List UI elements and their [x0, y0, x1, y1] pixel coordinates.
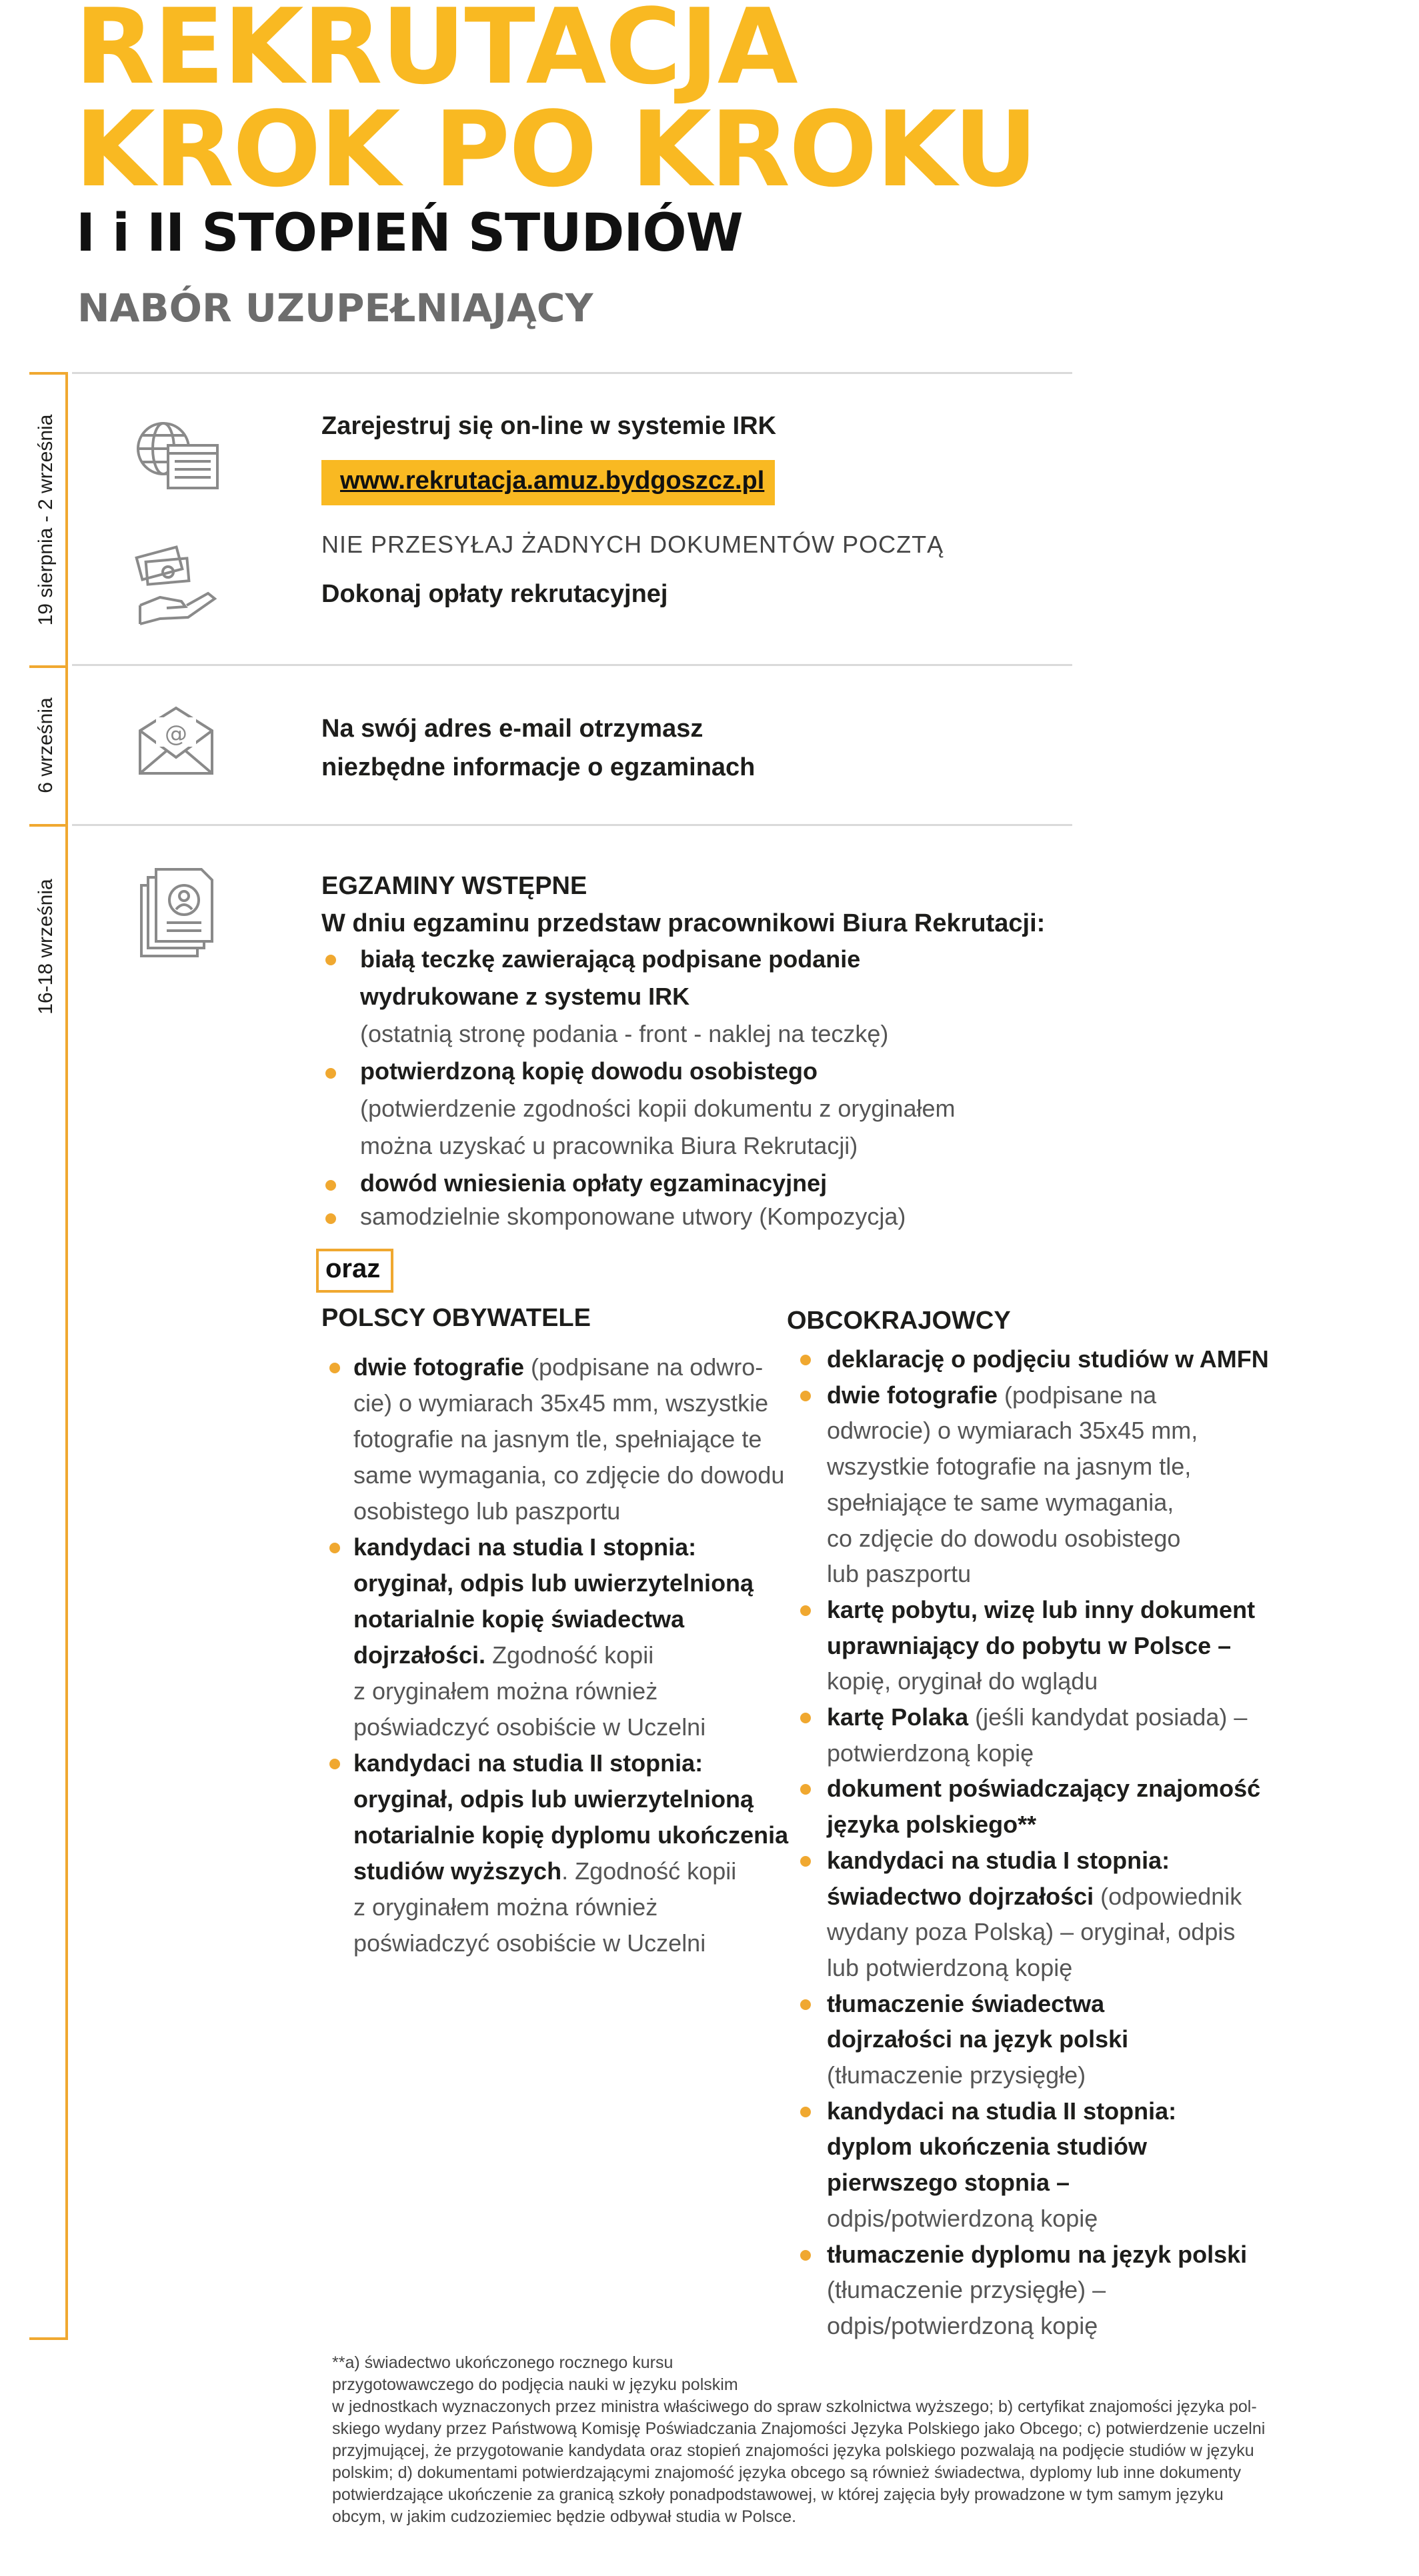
list-line-bold: kandydaci na studia I stopnia: [827, 1846, 1170, 1874]
page-subtitle: I i II STOPIEŃ STUDIÓW [76, 203, 743, 263]
list-line-regular: (tłumaczenie przysięgłe) [827, 2061, 1086, 2089]
bullet [325, 1068, 336, 1079]
exam-item-note: można uzyskać u pracownika Biura Rekrutacji) [360, 1132, 858, 1159]
payment-instruction: Dokonaj opłaty rekrutacyjnej [321, 580, 668, 608]
footnote-line: skiego wydany przez Państwową Komisję Poświadczania Znajomości Języka Polskiego jako Obcego; c) potwierdzenie uczelni [332, 2419, 1266, 2438]
recruitment-type-label: NABÓR UZUPEŁNIAJĄCY [77, 285, 593, 331]
list-line [353, 1565, 754, 1601]
list-line [827, 2165, 1070, 2201]
list-line-bold: tłumaczenie dyplomu na język polski [827, 2240, 1248, 2268]
oraz-label-box [316, 1249, 393, 1293]
bullet [800, 1784, 811, 1795]
list-line-bold: świadectwo dojrzałości [827, 1882, 1094, 1910]
polish-citizens-heading: POLSCY OBYWATELE [321, 1304, 591, 1332]
list-line-regular: wydany poza Polską) – oryginał, odpis [827, 1918, 1236, 1946]
list-line-bold: notarialnie kopię świadectwa [353, 1605, 685, 1633]
list-line [827, 1521, 1180, 1557]
bullet [800, 1713, 811, 1723]
bullet [800, 1856, 811, 1867]
exam-item-text: potwierdzoną kopię dowodu osobistego [360, 1057, 818, 1085]
bullet [325, 955, 336, 965]
list-line [827, 1413, 1198, 1449]
list-line-bold: tłumaczenie świadectwa [827, 1989, 1105, 2017]
footnote [332, 2352, 1379, 2528]
email-info-line1: Na swój adres e-mail otrzymasz [321, 715, 703, 743]
list-line [827, 1950, 1072, 1986]
exam-item-note: (potwierdzenie zgodności kopii dokumentu z oryginałem [360, 1095, 956, 1122]
list-line [827, 1843, 1170, 1879]
list-line-regular: co zdjęcie do dowodu osobistego [827, 1524, 1181, 1552]
date-period-1: 19 sierpnia - 2 września [35, 414, 57, 626]
list-line [827, 1771, 1260, 1807]
oraz-label: oraz [325, 1254, 381, 1283]
footnote-line: przyjmującej, że przygotowanie kandydata oraz stopień znajomości języka polskiego pozwalają na podjęcie studiów w języku [332, 2441, 1254, 2460]
bullet [325, 1213, 336, 1224]
list-line-bold: kandydaci na studia II stopnia: [353, 1749, 703, 1777]
section-divider [72, 824, 1072, 826]
list-line-regular: odpis/potwierdzoną kopię [827, 2204, 1098, 2232]
list-line [827, 1449, 1191, 1485]
list-line [827, 1735, 1034, 1771]
list-line [353, 1493, 620, 1529]
list-line-bold: kartę Polaka [827, 1703, 969, 1731]
list-line [827, 1556, 971, 1592]
bullet [800, 1605, 811, 1616]
list-line [353, 1601, 684, 1637]
list-line-bold: kandydaci na studia II stopnia: [827, 2097, 1177, 2125]
exam-item-text: wydrukowane z systemu IRK [360, 983, 690, 1010]
list-line-regular: (jeśli kandydat posiada) – [968, 1703, 1248, 1731]
list-line-regular: odwrocie) o wymiarach 35x45 mm, [827, 1417, 1198, 1445]
list-line-bold: uprawniający do pobytu w Polsce – [827, 1631, 1232, 1659]
list-line-bold: kandydaci na studia I stopnia: [353, 1533, 697, 1561]
documents-id-icon [137, 867, 217, 960]
list-line-regular: poświadczyć osobiście w Uczelni [353, 1713, 706, 1741]
list-line-bold: dwie fotografie [353, 1353, 525, 1381]
list-line [827, 1879, 1242, 1915]
list-line-regular: (odpowiednik [1094, 1882, 1242, 1910]
register-instruction: Zarejestruj się on-line w systemie IRK [321, 412, 777, 440]
list-line [827, 1341, 1269, 1377]
footnote-line: obcym, w jakim cudzoziemiec będzie odbywał studia w Polsce. [332, 2507, 797, 2526]
list-line-bold: studiów wyższych [353, 1857, 562, 1885]
foreigners-heading: OBCOKRAJOWCY [787, 1307, 1011, 1335]
list-line-regular: lub potwierdzoną kopię [827, 1953, 1073, 1981]
list-line [827, 2237, 1247, 2273]
exams-heading: EGZAMINY WSTĘPNE [321, 872, 587, 900]
footnote-line: **a) świadectwo ukończonego rocznego kursu [332, 2353, 673, 2372]
list-line [353, 1673, 657, 1709]
svg-text:@: @ [165, 721, 187, 747]
bullet [800, 1355, 811, 1365]
list-line-regular: lub paszportu [827, 1560, 972, 1588]
list-line [827, 1377, 1156, 1413]
list-line-regular: kopię, oryginał do wglądu [827, 1667, 1098, 1695]
exam-item-note: samodzielnie skomponowane utwory (Kompozycja) [360, 1203, 906, 1230]
list-line [827, 1592, 1255, 1628]
email-envelope-icon [136, 704, 216, 777]
list-line-regular: osobistego lub paszportu [353, 1497, 621, 1525]
list-line [827, 2308, 1098, 2344]
list-line-bold: oryginał, odpis lub uwierzytelnioną [353, 1569, 754, 1597]
footnote-line: polskim; d) dokumentami potwierdzającymi znajomość języka obcego są również świadectwa, dyplomy lub inne dokumenty [332, 2463, 1242, 2482]
exam-item-note: (ostatnią stronę podania - front - naklej na teczkę) [360, 1020, 889, 1047]
list-line-regular: cie) o wymiarach 35x45 mm, wszystkie [353, 1389, 769, 1417]
date-period-2: 6 września [35, 697, 57, 793]
exam-item-text: dowód wniesienia opłaty egzaminacyjnej [360, 1169, 828, 1197]
list-line [353, 1349, 763, 1385]
bullet [329, 1363, 340, 1373]
list-line [353, 1421, 762, 1457]
list-line [353, 1637, 653, 1673]
list-line-regular: (podpisane na odwro- [524, 1353, 764, 1381]
list-line [353, 1889, 657, 1925]
list-line-regular: potwierdzoną kopię [827, 1739, 1034, 1767]
footnote-line: potwierdzające ukończenie za granicą szkoły ponadpodstawowej, w której zajęcia były prowadzone w tym samym języku [332, 2485, 1224, 2504]
list-line [827, 1485, 1174, 1521]
email-info-line2: niezbędne informacje o egzaminach [321, 753, 756, 781]
bullet [800, 2250, 811, 2261]
list-line [827, 1807, 1036, 1843]
list-line-regular: (podpisane na [998, 1381, 1157, 1409]
bullet [329, 1759, 340, 1769]
footnote-line: w jednostkach wyznaczonych przez ministra właściwego do spraw szkolnictwa wyższego; b) certyfikat znajomości języka pol- [332, 2397, 1257, 2416]
list-line [827, 1699, 1247, 1735]
list-line-bold: kartę pobytu, wizę lub inny dokument [827, 1595, 1256, 1623]
payment-hand-icon [133, 545, 220, 632]
bullet [329, 1543, 340, 1553]
list-line-regular: poświadczyć osobiście w Uczelni [353, 1929, 706, 1957]
page-title-line1: REKRUTACJA [75, 0, 797, 107]
list-line-bold: dokument poświadczający znajomość [827, 1775, 1261, 1803]
list-line [353, 1709, 705, 1745]
no-post-notice: NIE PRZESYŁAJ ŻADNYCH DOKUMENTÓW POCZTĄ [321, 531, 944, 558]
list-line [827, 1663, 1098, 1699]
list-line [353, 1457, 784, 1493]
bullet [325, 1180, 336, 1191]
list-line [827, 2129, 1147, 2165]
exam-item-text: białą teczkę zawierającą podpisane podanie [360, 945, 861, 973]
section-divider [72, 664, 1072, 666]
bullet [800, 2107, 811, 2117]
list-line-regular: same wymagania, co zdjęcie do dowodu [353, 1461, 785, 1489]
exams-intro: W dniu egzaminu przedstaw pracownikowi Biura Rekrutacji: [321, 909, 1046, 937]
list-line-regular: . Zgodność kopii [561, 1857, 737, 1885]
list-line-bold: dyplom ukończenia studiów [827, 2133, 1148, 2161]
list-line [827, 1914, 1235, 1950]
list-line-bold: notarialnie kopię dyplomu ukończenia [353, 1821, 789, 1849]
recruitment-link[interactable]: www.rekrutacja.amuz.bydgoszcz.pl [340, 467, 765, 495]
footnote-line: przygotowawczego do podjęcia nauki w języku polskim [332, 2375, 738, 2394]
list-line-bold: pierwszego stopnia – [827, 2169, 1070, 2197]
list-line-regular: (tłumaczenie przysięgłe) – [827, 2276, 1106, 2304]
list-line-regular: odpis/potwierdzoną kopię [827, 2311, 1098, 2339]
list-line [827, 2272, 1106, 2308]
list-line [827, 2057, 1086, 2093]
bullet [800, 1999, 811, 2010]
list-line-regular: z oryginałem można również [353, 1893, 658, 1921]
list-line [353, 1745, 703, 1781]
recruitment-link-box[interactable] [321, 460, 775, 505]
list-line-bold: języka polskiego** [827, 1811, 1037, 1839]
list-line-bold: deklarację o podjęciu studiów w AMFN [827, 1345, 1269, 1373]
list-line [353, 1853, 736, 1889]
list-line [827, 2021, 1128, 2057]
list-line-bold: dojrzałości na język polski [827, 2025, 1129, 2053]
list-line-regular: wszystkie fotografie na jasnym tle, [827, 1453, 1192, 1481]
list-line-bold: dwie fotografie [827, 1381, 998, 1409]
list-line [827, 2201, 1098, 2237]
page-title-line2: KROK PO KROKU [75, 89, 1037, 210]
timeline-tick [29, 2337, 68, 2340]
globe-browser-icon [133, 419, 220, 492]
list-line [353, 1817, 788, 1853]
list-line [353, 1385, 768, 1421]
list-line-regular: Zgodność kopii [485, 1641, 654, 1669]
list-line [827, 1986, 1104, 2022]
list-line [827, 1628, 1231, 1664]
bullet [800, 1391, 811, 1401]
date-period-3: 16-18 września [35, 879, 57, 1015]
list-line-bold: dojrzałości. [353, 1641, 486, 1669]
list-line [353, 1781, 754, 1817]
list-line-regular: spełniające te same wymagania, [827, 1488, 1174, 1516]
section-divider [72, 372, 1072, 374]
list-line [353, 1529, 696, 1565]
list-line [827, 2093, 1176, 2129]
list-line-bold: oryginał, odpis lub uwierzytelnioną [353, 1785, 754, 1813]
list-line-regular: fotografie na jasnym tle, spełniające te [353, 1425, 762, 1453]
list-line-regular: z oryginałem można również [353, 1677, 658, 1705]
list-line [353, 1925, 705, 1961]
